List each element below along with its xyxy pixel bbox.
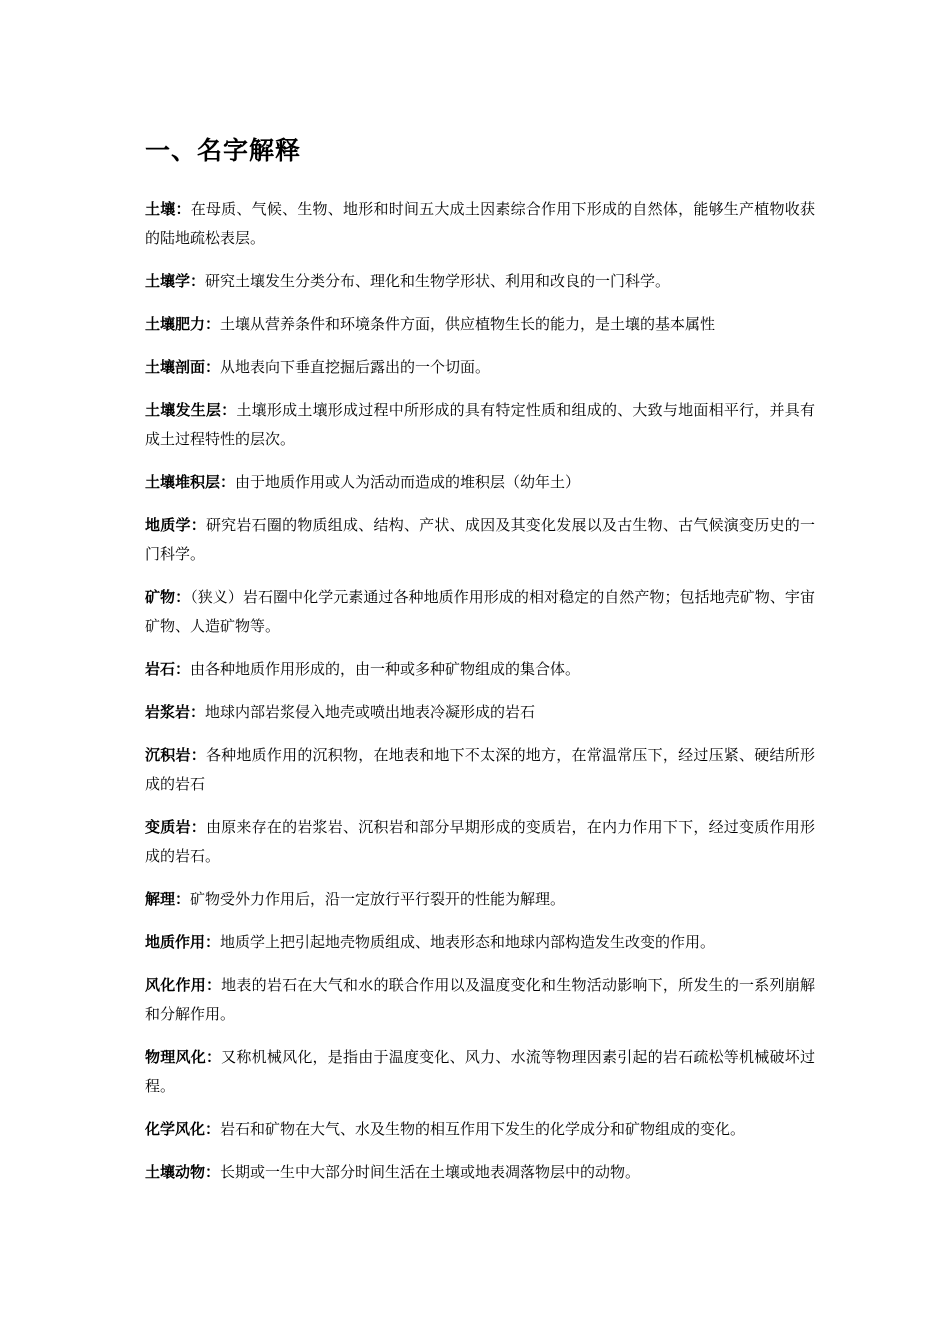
definition-entry bbox=[145, 813, 815, 871]
definition-term: 岩浆岩 bbox=[145, 703, 191, 721]
term-separator: ： bbox=[205, 976, 222, 994]
definition-text: 在母质、气候、生物、地形和时间五大成土因素综合作用下形成的自然体，能够生产植物收获的陆地疏松表层。 bbox=[145, 200, 815, 247]
term-separator: ： bbox=[190, 703, 206, 721]
definition-text: 各种地质作用的沉积物，在地表和地下不太深的地方，在常温常压下，经过压紧、硬结所形成的岩石 bbox=[145, 746, 815, 793]
term-separator: ： bbox=[175, 588, 191, 606]
definition-term: 岩石 bbox=[145, 660, 176, 678]
definition-term: 土壤剖面 bbox=[145, 358, 206, 376]
definition-text: 研究岩石圈的物质组成、结构、产状、成因及其变化发展以及古生物、古气候演变历史的一门科学。 bbox=[145, 516, 815, 563]
definition-term: 变质岩 bbox=[145, 818, 191, 836]
definition-term: 土壤发生层 bbox=[145, 401, 222, 419]
definition-term: 土壤堆积层 bbox=[145, 473, 221, 491]
term-separator: ： bbox=[220, 473, 236, 491]
definition-text: 又称机械风化，是指由于温度变化、风力、水流等物理因素引起的岩石疏松等机械破坏过程。 bbox=[145, 1048, 815, 1095]
term-separator: ： bbox=[205, 1048, 222, 1066]
definition-entry bbox=[145, 928, 815, 957]
term-separator: ： bbox=[205, 358, 221, 376]
definition-term: 物理风化 bbox=[145, 1048, 206, 1066]
term-separator: ： bbox=[205, 1163, 221, 1181]
definition-entry bbox=[145, 310, 815, 339]
definition-term: 土壤肥力 bbox=[145, 315, 206, 333]
definition-text: 土壤从营养条件和环境条件方面，供应植物生长的能力，是土壤的基本属性 bbox=[220, 315, 716, 333]
term-separator: ： bbox=[221, 401, 237, 419]
definition-text: 长期或一生中大部分时间生活在土壤或地表凋落物层中的动物。 bbox=[220, 1163, 641, 1181]
definition-term: 土壤动物 bbox=[145, 1163, 206, 1181]
definition-text: 研究土壤发生分类分布、理化和生物学形状、利用和改良的一门科学。 bbox=[205, 272, 671, 290]
definition-text: 由于地质作用或人为活动而造成的堆积层（幼年土） bbox=[235, 473, 581, 491]
term-separator: ： bbox=[190, 516, 206, 534]
term-separator: ： bbox=[175, 890, 191, 908]
definition-entry bbox=[145, 468, 815, 497]
definition-term: 化学风化 bbox=[145, 1120, 206, 1138]
definition-term: 解理 bbox=[145, 890, 176, 908]
definition-term: 矿物 bbox=[145, 588, 176, 606]
term-separator: ： bbox=[175, 200, 191, 218]
definition-entry bbox=[145, 971, 815, 1029]
definition-term: 土壤学 bbox=[145, 272, 191, 290]
definition-entry bbox=[145, 741, 815, 799]
section-heading: 一、名字解释 bbox=[145, 136, 302, 165]
definition-entry bbox=[145, 396, 815, 454]
definition-text: 地质学上把引起地壳物质组成、地表形态和地球内部构造发生改变的作用。 bbox=[220, 933, 716, 951]
definition-text: 地表的岩石在大气和水的联合作用以及温度变化和生物活动影响下，所发生的一系列崩解和分解作用。 bbox=[145, 976, 815, 1023]
document-page bbox=[145, 133, 815, 1201]
definition-entry bbox=[145, 353, 815, 382]
definition-entry bbox=[145, 267, 815, 296]
definition-term: 土壤 bbox=[145, 200, 176, 218]
definition-entry bbox=[145, 1043, 815, 1101]
definition-term: 沉积岩 bbox=[145, 746, 191, 764]
term-separator: ： bbox=[205, 315, 221, 333]
term-separator: ： bbox=[205, 933, 221, 951]
definition-list bbox=[145, 195, 815, 1187]
definition-term: 地质学 bbox=[145, 516, 191, 534]
term-separator: ： bbox=[190, 818, 206, 836]
definition-entry bbox=[145, 698, 815, 727]
definition-entry bbox=[145, 885, 815, 914]
definition-entry bbox=[145, 1158, 815, 1187]
definition-text: 从地表向下垂直挖掘后露出的一个切面。 bbox=[220, 358, 491, 376]
term-separator: ： bbox=[175, 660, 191, 678]
definition-entry bbox=[145, 195, 815, 253]
term-separator: ： bbox=[205, 1120, 221, 1138]
term-separator: ： bbox=[190, 746, 206, 764]
definition-entry bbox=[145, 655, 815, 684]
definition-text: 土壤形成土壤形成过程中所形成的具有特定性质和组成的、大致与地面相平行，并具有成土过程特性的层次。 bbox=[145, 401, 815, 448]
definition-text: （狭义）岩石圈中化学元素通过各种地质作用形成的相对稳定的自然产物；包括地壳矿物、宇宙矿物、人造矿物等。 bbox=[145, 588, 815, 635]
definition-term: 地质作用 bbox=[145, 933, 206, 951]
definition-term: 风化作用 bbox=[145, 976, 206, 994]
definition-text: 地球内部岩浆侵入地壳或喷出地表冷凝形成的岩石 bbox=[205, 703, 536, 721]
definition-entry bbox=[145, 1115, 815, 1144]
definition-text: 矿物受外力作用后，沿一定放行平行裂开的性能为解理。 bbox=[190, 890, 566, 908]
definition-text: 岩石和矿物在大气、水及生物的相互作用下发生的化学成分和矿物组成的变化。 bbox=[220, 1120, 746, 1138]
definition-text: 由原来存在的岩浆岩、沉积岩和部分早期形成的变质岩，在内力作用下下，经过变质作用形成的岩石。 bbox=[145, 818, 815, 865]
definition-text: 由各种地质作用形成的，由一种或多种矿物组成的集合体。 bbox=[190, 660, 581, 678]
term-separator: ： bbox=[190, 272, 206, 290]
definition-entry bbox=[145, 511, 815, 569]
definition-entry bbox=[145, 583, 815, 641]
